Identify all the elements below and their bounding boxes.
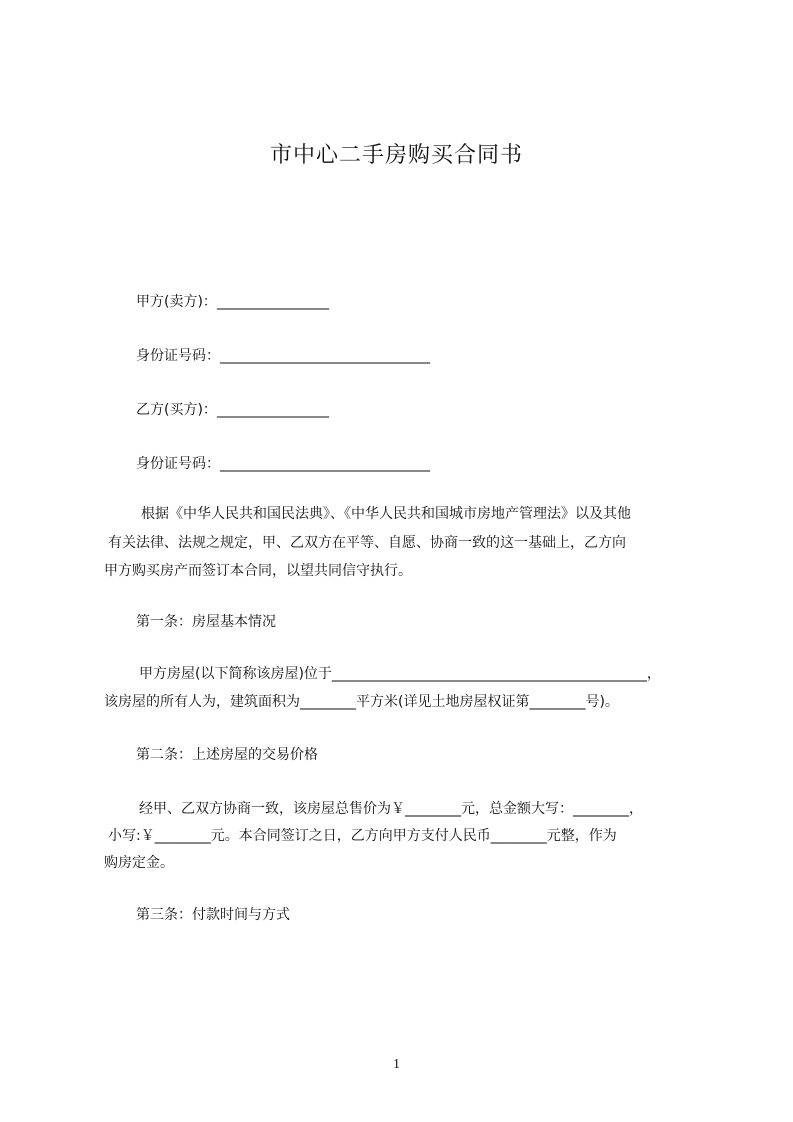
preamble-line-3: 甲方购买房产而签订本合同，以望共同信守执行。 [104,563,412,579]
article-1-line-2: 该房屋的所有人为，建筑面积为________平方米(详见土地房屋权证第________号)。 [104,694,619,710]
seller-name-blank: ________________ [216,294,329,310]
buyer-id-label: 身份证号码： [136,456,220,472]
article-1-heading: 第一条：房屋基本情况 [136,614,276,630]
article-2-heading: 第二条：上述房屋的交易价格 [136,747,318,763]
seller-id-line [136,346,430,366]
article-1-line-1: 甲方房屋(以下简称该房屋)位于_____________________________________________， [139,666,661,682]
buyer-line [136,400,329,420]
article-2-line-1: 经甲、乙双方协商一致，该房屋总售价为￥________元，总金额大写：________， [139,801,643,817]
document-title: 市中心二手房购买合同书 [269,143,523,168]
preamble-line-1: 根据《中华人民共和国民法典》、《中华人民共和国城市房地产管理法》以及其他 [141,506,631,522]
buyer-id-line [136,454,430,474]
article-3-heading: 第三条：付款时间与方式 [136,907,290,923]
buyer-name-blank: ________________ [216,402,329,418]
buyer-label: 乙方(买方)： [136,402,217,418]
article-2-line-2: 小写:￥________元。本合同签订之日，乙方向甲方支付人民币________元整，作为 [108,828,617,844]
seller-label: 甲方(卖方)： [136,294,217,310]
page-number: 1 [393,1057,400,1072]
article-2-line-3: 购房定金。 [104,855,174,871]
buyer-id-blank: ______________________________ [220,456,430,472]
seller-line [136,292,329,312]
seller-id-label: 身份证号码： [136,348,220,364]
preamble-line-2: 有关法律、法规之规定，甲、乙双方在平等、自愿、协商一致的这一基础上，乙方向 [108,535,626,551]
seller-id-blank: ______________________________ [220,348,430,364]
